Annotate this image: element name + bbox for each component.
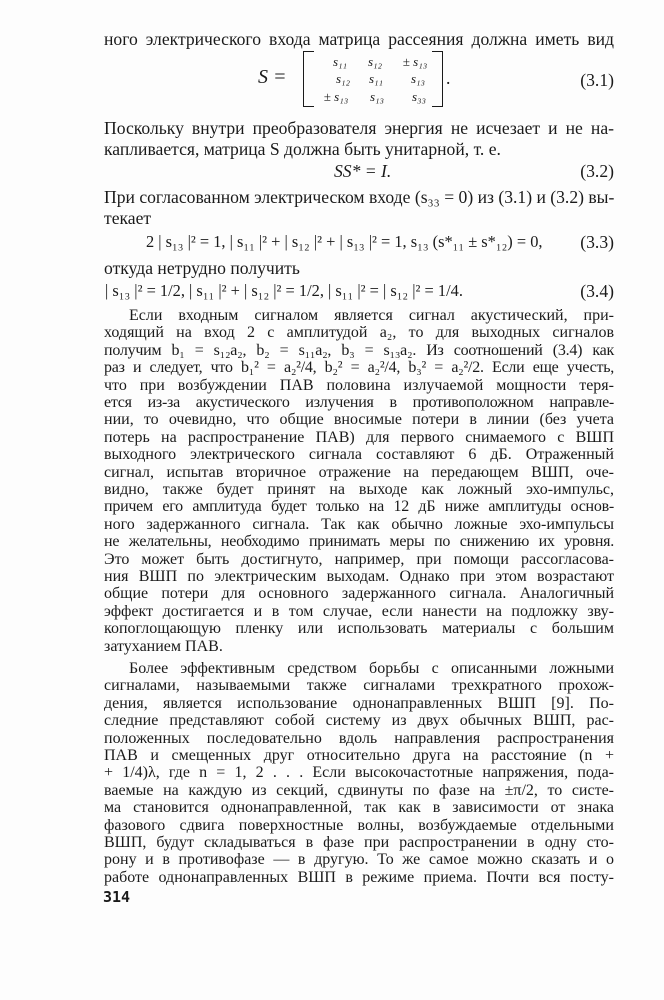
text-line: откуда нетрудно получить <box>104 258 300 278</box>
text-line: ния ВШП по электрическим выходам. Однако при этом возрастают <box>104 568 614 585</box>
equation-text: 2 | s₁₃ |² = 1, | s₁₁ |² + | s₁₂ |² + | s₁₃ |² = 1, s₁₃ (s*₁₁ ± s*₁₂) = 0, <box>146 232 543 251</box>
matrix-cell: ± s₁₃ <box>402 54 428 69</box>
text-line: сигналами, называемыми также сигналами трехкратного прохож- <box>104 677 614 695</box>
text-line: нии, то очевидно, что общие вносимые потери в линии (без учета <box>104 411 614 429</box>
text-line: текает <box>104 208 152 228</box>
text-line: капливается, матрица S должна быть унитарной, т. е. <box>104 139 501 159</box>
equation-number: (3.4) <box>580 281 614 301</box>
matrix-left-bracket <box>303 51 314 107</box>
matrix-cell: s₁₃ <box>410 71 426 86</box>
matrix-cell: s₁₁ <box>368 71 384 86</box>
text-line: ется из-за акустического излучения в противоположном направле- <box>104 394 614 411</box>
matrix-period: . <box>446 68 451 88</box>
text-line: ВШП, будут складываться в фазе при распространении в одну сто- <box>104 834 614 851</box>
text-line: потерь на распространение ПАВ) для первого снимаемого с ВШП <box>104 428 614 446</box>
equation-number: (3.1) <box>580 70 614 90</box>
text-line: причем его амплитуда будет только на 12 дБ ниже амплитуды основ- <box>104 498 614 516</box>
text-line: рону и в противофазе — в другую. То же самое можно сказать и о <box>104 851 614 869</box>
text-line: фазового сдвига поверхностные волны, возбуждаемые отдельными <box>104 816 614 834</box>
matrix-cell: ± s₁₃ <box>323 89 349 104</box>
text-line: дения, является использование однонаправленных ВШП [9]. По- <box>104 694 614 712</box>
text-line: + 1/4)λ, где n = 1, 2 . . . Если высокочастотные напряжения, пода- <box>104 764 614 782</box>
text-line: Если входным сигналом является сигнал акустический, при- <box>129 307 614 324</box>
text-line: общие потери для основного задержанного сигнала. Аналогичный <box>104 585 614 603</box>
text-line: следние представляют собой систему из двух обычных ВШП, рас- <box>104 712 614 730</box>
text-line: раз и следует, что b₁² = a₂²/4, b₂² = a₂²/4, b₃² = a₂²/2. Если еще учесть, <box>104 359 614 377</box>
text-line: При согласованном электрическом входе (s₃₃ = 0) из (3.1) и (3.2) вы- <box>104 187 615 207</box>
text-line: Более эффективным средством борьбы с описанными ложными <box>129 660 614 677</box>
matrix-cell: s₁₂ <box>335 71 351 86</box>
text-line: Поскольку внутри преобразователя энергия не исчезает и не на- <box>104 118 614 138</box>
text-line: эффект достигается и в том случае, если нанести на подложку зву- <box>104 602 614 620</box>
text-line: что при возбуждении ПАВ половина излучаемой мощности теря- <box>104 376 614 394</box>
matrix-cell: s₁₁ <box>332 54 348 69</box>
text-line: видно, также будет принят на выходе как ложный эхо-импульс, <box>104 481 614 498</box>
matrix-cell: s₁₃ <box>369 89 385 104</box>
text-line: не желательны, необходимо принимать меры по снижению их уровня. <box>104 533 614 551</box>
text-line: работе однонаправленных ВШП в режиме приема. Почти вся посту- <box>104 868 614 886</box>
text-line: затуханием ПАВ. <box>104 637 223 655</box>
text-line: ходящий на вход 2 с амплитудой a₂, то для выходных сигналов <box>104 324 614 342</box>
text-line: ного электрического входа матрица рассеяния должна иметь вид <box>104 29 614 49</box>
text-line: ного задержанного сигнала. Так как обычно ложные эхо-импульсы <box>104 515 614 533</box>
equation-number: (3.3) <box>580 232 614 252</box>
text-line: выходного электрического сигнала составляют 6 дБ. Отраженный <box>104 446 614 464</box>
text-line: ма становится однонаправленной, так как в зависимости от знака <box>104 799 614 817</box>
equation-text: | s₁₃ |² = 1/2, | s₁₁ |² + | s₁₂ |² = 1/2, | s₁₁ |² = | s₁₂ |² = 1/4. <box>105 281 463 300</box>
text-line: положенных последовательно вдоль направления распространения <box>104 729 614 747</box>
matrix-cell: s₁₂ <box>367 54 383 69</box>
matrix-cell: s₃₃ <box>411 89 427 104</box>
text-line: получим b₁ = s₁₂a₂, b₂ = s₁₁a₂, b₃ = s₁₃a₂. Из соотношений (3.4) как <box>104 341 614 359</box>
matrix-label: S = <box>258 66 287 88</box>
text-line: Это может быть достигнуто, например, при помощи рассогласова- <box>104 550 614 568</box>
text-line: копоглощающую пленку или использовать материалы с большим <box>104 620 614 638</box>
text-line: сигнал, испытав вторичное отражение на передающем ВШП, оче- <box>104 463 614 481</box>
page-number: 314 <box>103 888 131 906</box>
equation-text: SS* = I. <box>334 161 392 181</box>
text-line: ПАВ и смещенных друг относительно друга на расстояние (n + <box>104 747 614 764</box>
equation-number: (3.2) <box>580 161 614 181</box>
text-line: ваемые на каждую из секций, сдвинуты по фазе на ±π/2, то систе- <box>104 781 615 799</box>
